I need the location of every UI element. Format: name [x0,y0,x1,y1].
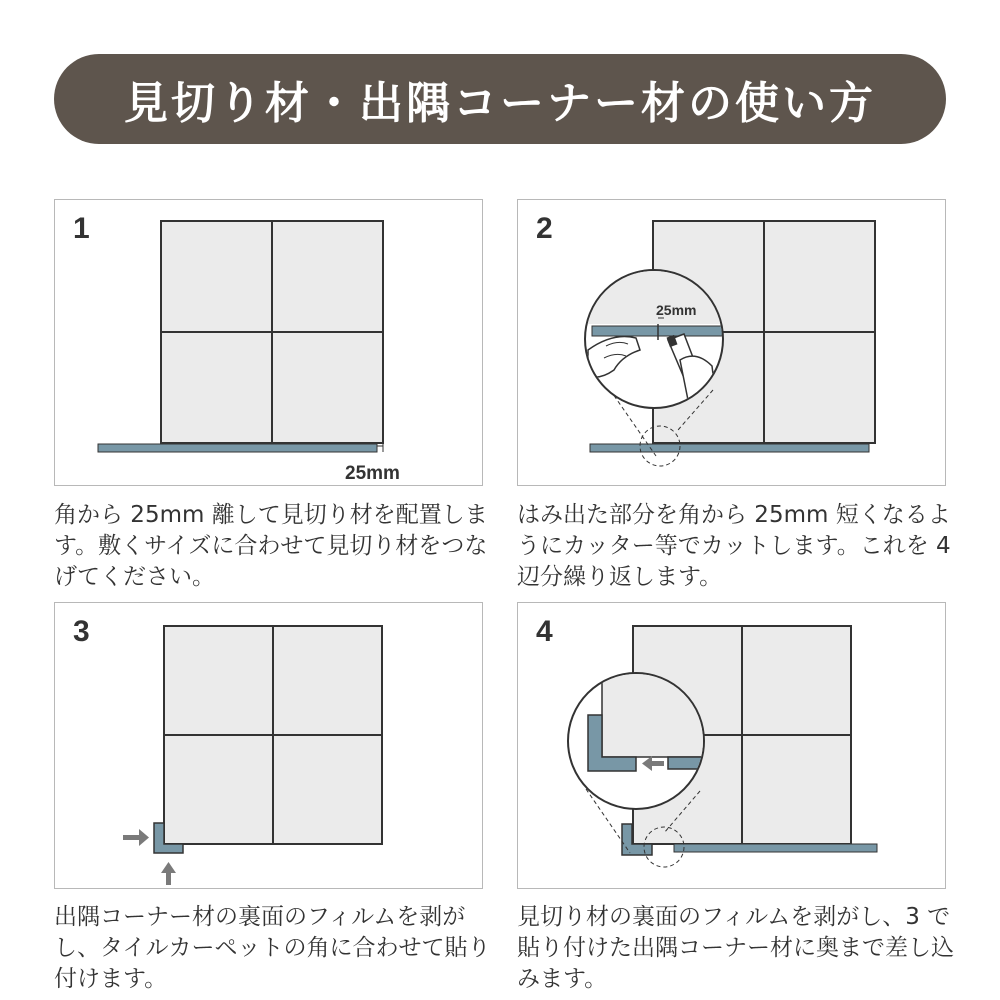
step-2-number: 2 [536,212,553,245]
arrow-up-icon [161,862,176,885]
step-2-dimension: 25mm [656,302,697,318]
step-4-caption: 見切り材の裏面のフィルムを剥がし、3 で貼り付けた出隅コーナー材に奥まで差し込みます。 [517,904,954,992]
step-3-caption: 出隅コーナー材の裏面のフィルムを剥がし、タイルカーペットの角に合わせて貼り付けます。 [54,904,491,992]
step-3-illustration [54,602,483,889]
step-1-illustration [54,199,483,486]
step-2-illustration [517,199,946,486]
step-2-drawing [518,200,946,486]
step-4-drawing [518,603,946,889]
step-3-drawing [55,603,483,889]
step-4-illustration [517,602,946,889]
step-1-dimension: 25mm [345,463,400,484]
step-1-caption: 角から 25mm 離して見切り材を配置します。敷くサイズに合わせて見切り材をつなげてください。 [54,502,488,590]
edge-trim [98,444,377,452]
step-2-caption: はみ出た部分を角から 25mm 短くなるようにカッター等でカットします。これを 4 辺分繰り返します。 [517,502,951,590]
step-1-number: 1 [73,212,90,245]
title-banner [54,54,946,144]
page-title: 見切り材・出隅コーナー材の使い方 [124,78,876,129]
arrow-right-icon [123,829,149,846]
step-1-drawing [55,200,483,486]
step-4-number: 4 [536,615,553,648]
step-3-number: 3 [73,615,90,648]
